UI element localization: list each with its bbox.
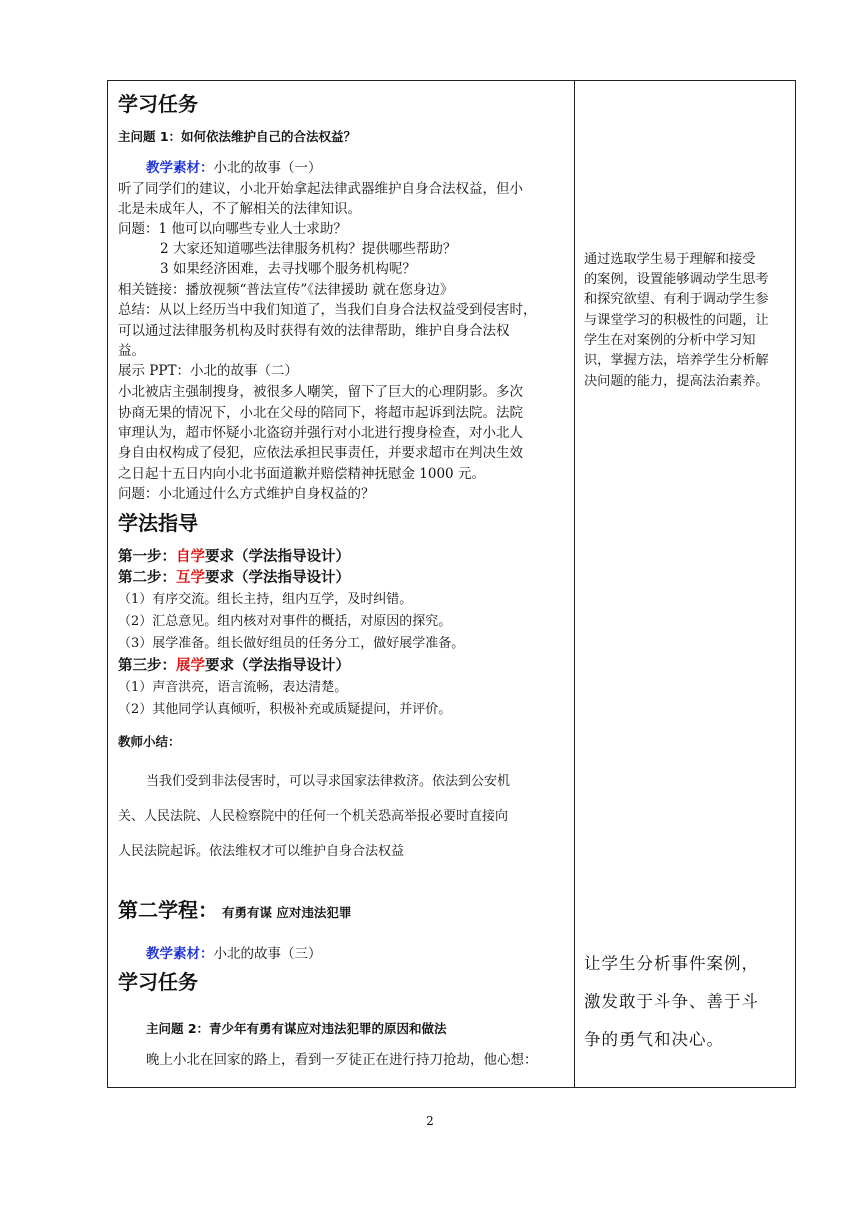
- step-2-item: （1）有序交流。组长主持，组内互学，及时纠错。: [118, 592, 413, 607]
- teacher-summary-line: 当我们受到非法侵害时，可以寻求国家法律救济。依法到公安机: [146, 774, 511, 789]
- side-note-2-line: 激发敢于斗争、善于斗: [584, 992, 759, 1011]
- story-line: 协商无果的情况下，小北在父母的陪同下，将超市起诉到法院。法院: [118, 405, 523, 421]
- material-label: 教学素材：: [146, 160, 214, 176]
- question-line: 问题：小北通过什么方式维护自身权益的？: [118, 486, 375, 502]
- side-note-line: 决问题的能力，提高法治素养。: [584, 374, 769, 389]
- question-line: 2 大家还知道哪些法律服务机构？提供哪些帮助？: [160, 241, 457, 257]
- side-note-line: 识，掌握方法，培养学生分析解: [584, 353, 769, 368]
- step-3-keyword: 展学: [176, 658, 205, 674]
- main-question-1: 主问题 1：如何依法维护自己的合法权益？: [118, 129, 357, 144]
- step-1-keyword: 自学: [176, 549, 205, 565]
- story-line: 之日起十五日内向小北书面道歉并赔偿精神抚慰金 1000 元。: [118, 466, 485, 482]
- story-line: 小北被店主强制搜身，被很多人嘲笑，留下了巨大的心理阴影。多次: [118, 384, 523, 400]
- main-column: [108, 81, 574, 1087]
- summary-line: 可以通过法律服务机构及时获得有效的法律帮助，维护自身合法权: [118, 323, 510, 339]
- material-heading-1: [146, 158, 322, 178]
- main-question-2: 主问题 2：青少年有勇有谋应对违法犯罪的原因和做法: [146, 1021, 447, 1036]
- second-course-heading: [118, 897, 351, 923]
- second-course-subtitle: 有勇有谋 应对违法犯罪: [222, 905, 352, 920]
- side-note-line: 学生在对案例的分析中学习知: [584, 333, 756, 348]
- side-notes-column: [575, 81, 795, 1087]
- material-label: 教学素材：: [146, 946, 214, 962]
- summary-line: 益。: [118, 343, 145, 359]
- material-title: 小北的故事（一）: [213, 160, 322, 176]
- teacher-summary-line: 关、人民法院、人民检察院中的任何一个机关恐高举报必要时直接向: [118, 809, 509, 824]
- teacher-summary-title: 教师小结：: [118, 734, 181, 749]
- side-note-line: 的案例，设置能够调动学生思考: [584, 272, 769, 287]
- related-link-line: 相关链接：播放视频“普法宣传”《法律援助 就在您身边》: [118, 282, 454, 298]
- material-heading-3: [146, 944, 322, 964]
- step-3-item: （1）声音洪亮，语言流畅，表达清楚。: [118, 680, 348, 695]
- side-note-line: 和探究欲望、有利于调动学生参: [584, 292, 769, 307]
- story-line: 审理认为，超市怀疑小北盗窃并强行对小北进行搜身检查，对小北人: [118, 425, 523, 441]
- side-note-line: 与课堂学习的积极性的问题，让: [584, 313, 769, 328]
- material-title: 小北的故事（三）: [213, 946, 322, 962]
- second-course-title: 第二学程：: [118, 898, 218, 922]
- body-line: 听了同学们的建议，小北开始拿起法律武器维护自身合法权益，但小: [118, 181, 523, 197]
- step-2-item: （3）展学准备。组长做好组员的任务分工，做好展学准备。: [118, 636, 465, 651]
- teacher-summary-line: 人民法院起诉。依法维权才可以维护自身合法权益: [118, 844, 405, 859]
- ppt-line: 展示 PPT：小北的故事（二）: [118, 363, 298, 379]
- question-line: 问题：1 他可以向哪些专业人士求助？: [118, 221, 347, 237]
- section-title-learning-task-2: 学习任务: [118, 970, 198, 994]
- step-2-item: （2）汇总意见。组内核对对事件的概括，对原因的探究。: [118, 614, 452, 629]
- step-3: 第三步：展学要求（学法指导设计）: [118, 658, 350, 674]
- step-1: 第一步：自学要求（学法指导设计）: [118, 549, 350, 565]
- step-2-keyword: 互学: [176, 570, 205, 586]
- section-title-learning-task: 学习任务: [118, 92, 198, 116]
- section-title-study-guidance: 学法指导: [118, 511, 198, 535]
- story-line: 晚上小北在回家的路上，看到一歹徒正在进行持刀抢劫，他心想：: [146, 1052, 538, 1068]
- side-note-line: 通过选取学生易于理解和接受: [584, 252, 756, 267]
- lesson-plan-table: [107, 80, 796, 1088]
- side-note-2-line: 让学生分析事件案例，: [584, 954, 759, 973]
- question-line: 3 如果经济困难，去寻找哪个服务机构呢？: [160, 261, 416, 277]
- page-number: 2: [426, 1114, 434, 1128]
- summary-line: 总结：从以上经历当中我们知道了，当我们自身合法权益受到侵害时，: [118, 302, 537, 318]
- story-line: 身自由权构成了侵犯，应依法承担民事责任，并要求超市在判决生效: [118, 445, 523, 461]
- side-note-2-line: 争的勇气和决心。: [584, 1030, 724, 1049]
- step-2: 第二步：互学要求（学法指导设计）: [118, 570, 350, 586]
- step-3-item: （2）其他同学认真倾听，积极补充或质疑提问，并评价。: [118, 702, 452, 717]
- body-line: 北是未成年人，不了解相关的法律知识。: [118, 201, 361, 217]
